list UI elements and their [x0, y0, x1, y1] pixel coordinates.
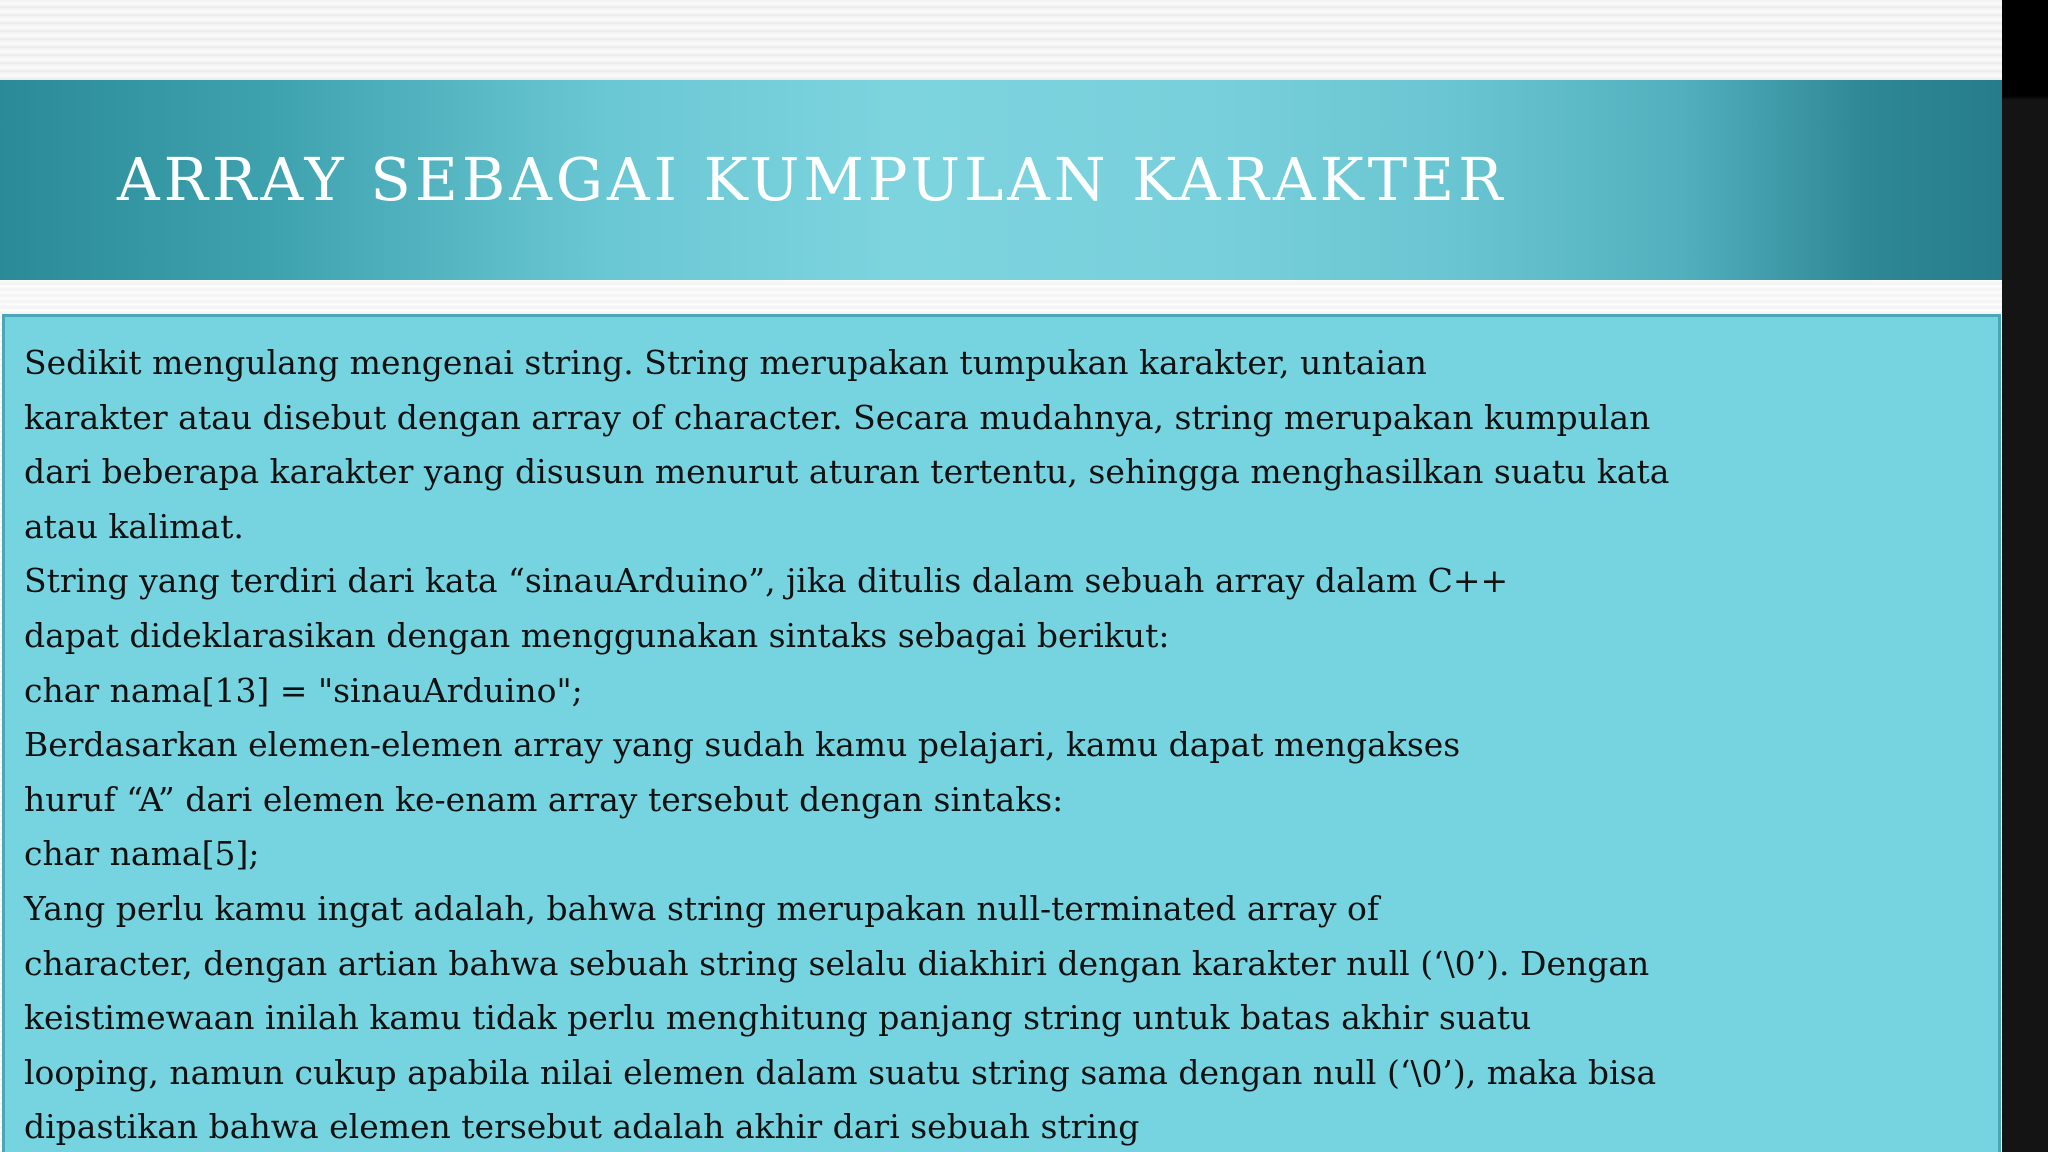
body-line: Yang perlu kamu ingat adalah, bahwa string merupakan null-terminated array of: [24, 888, 1380, 928]
body-line: dapat dideklarasikan dengan menggunakan sintaks sebagai berikut:: [24, 615, 1170, 655]
body-line: dari beberapa karakter yang disusun menurut aturan tertentu, sehingga menghasilkan suatu kata: [24, 452, 1670, 492]
body-line: character, dengan artian bahwa sebuah string selalu diakhiri dengan karakter null (‘\0’). Dengan: [24, 943, 1650, 983]
body-line: looping, namun cukup apabila nilai elemen dalam suatu string sama dengan null (‘\0’), maka bisa: [24, 1052, 1657, 1092]
body-line: String yang terdiri dari kata “sinauArduino”, jika ditulis dalam sebuah array dalam C++: [24, 561, 1509, 601]
body-line: dipastikan bahwa elemen tersebut adalah akhir dari sebuah string: [24, 1107, 1140, 1147]
code-line: char nama[5];: [24, 834, 260, 874]
body-line: huruf “A” dari elemen ke-enam array tersebut dengan sintaks:: [24, 779, 1064, 819]
body-line: karakter atau disebut dengan array of character. Secara mudahnya, string merupakan kumpulan: [24, 397, 1651, 437]
body-line: atau kalimat.: [24, 506, 244, 546]
body-line: Berdasarkan elemen-elemen array yang sudah kamu pelajari, kamu dapat mengakses: [24, 725, 1461, 765]
separator-band: [0, 280, 2002, 314]
content-text-box: [2, 314, 2001, 1152]
top-background-band: [0, 0, 2002, 80]
window-edge: [2002, 0, 2048, 1152]
slide-title: ARRAY SEBAGAI KUMPULAN KARAKTER: [117, 145, 1507, 214]
body-line: Sedikit mengulang mengenai string. String merupakan tumpukan karakter, untaian: [24, 343, 1427, 382]
code-line: char nama[13] = "sinauArduino";: [24, 670, 583, 710]
body-line: keistimewaan inilah kamu tidak perlu menghitung panjang string untuk batas akhir suatu: [24, 998, 1532, 1038]
